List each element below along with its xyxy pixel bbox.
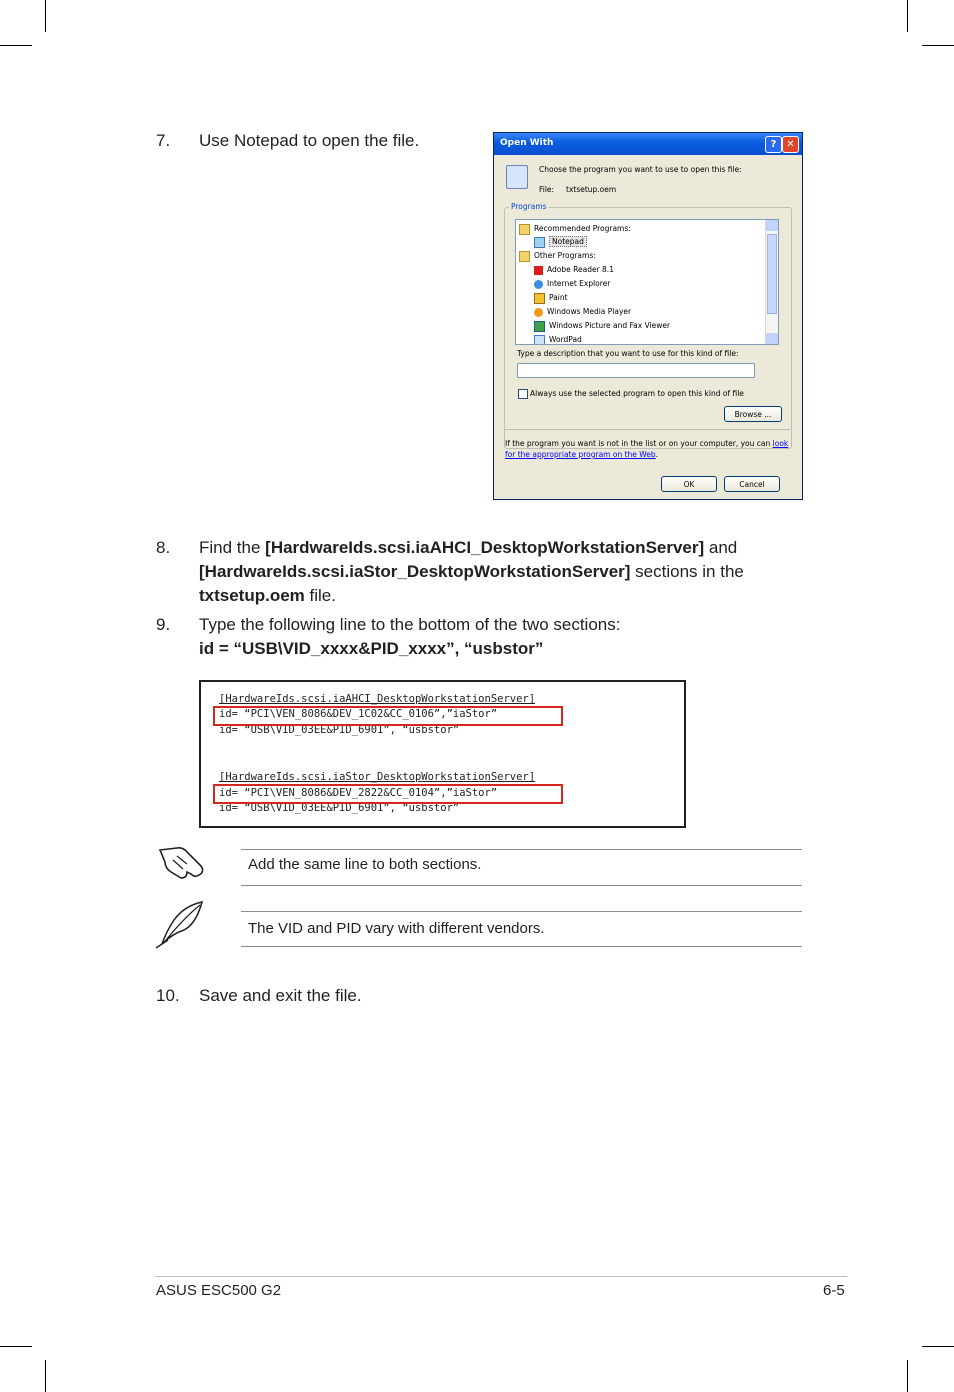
text-run: file. (304, 586, 336, 605)
scroll-up-icon[interactable] (766, 220, 778, 231)
file-label: File: (539, 185, 555, 194)
code-line: id= “PCI\VEN_8086&DEV_1C02&CC_0106”,”iaStor” (219, 708, 498, 720)
other-label: Other Programs: (534, 251, 596, 260)
step-text (199, 613, 819, 661)
dialog-title: Open With (500, 138, 554, 148)
crop-mark (45, 0, 46, 32)
folder-icon (519, 251, 530, 262)
note-text: Add the same line to both sections. (248, 856, 482, 873)
step-number: 9. (156, 615, 171, 634)
programs-list[interactable] (515, 219, 779, 345)
close-button[interactable]: ✕ (782, 136, 799, 153)
code-box (199, 680, 686, 828)
footer-title: ASUS ESC500 G2 (156, 1282, 282, 1299)
highlight-box (213, 706, 563, 726)
separator (504, 429, 790, 430)
list-item[interactable] (534, 277, 610, 290)
note-rule (241, 911, 802, 912)
program-name: WordPad (549, 335, 582, 344)
wordpad-icon (534, 335, 545, 346)
text-run: and (704, 538, 738, 557)
help-button[interactable]: ? (765, 136, 782, 153)
highlight-box (213, 784, 563, 804)
list-item-notepad[interactable] (534, 235, 587, 248)
list-item (519, 222, 631, 235)
step-number: 7. (156, 131, 171, 150)
text-run: Find the (199, 538, 266, 557)
list-item[interactable] (534, 305, 631, 318)
crop-mark (907, 0, 908, 32)
bottom-text-end: . (655, 450, 659, 459)
crop-mark (0, 1346, 32, 1347)
list-item (519, 249, 596, 262)
paint-icon (534, 293, 545, 304)
code-line: id= “USB\VID_03EE&PID_6901”, “usbstor” (219, 802, 460, 814)
program-name: Notepad (549, 236, 587, 247)
list-item[interactable] (534, 333, 582, 345)
program-name: Windows Media Player (547, 307, 632, 316)
step-text (199, 536, 819, 608)
file-name: txtsetup.oem (566, 185, 617, 194)
file-name: txtsetup.oem (199, 586, 305, 605)
crop-mark (45, 1360, 46, 1392)
dialog-intro: Choose the program you want to use to open this file: (539, 165, 742, 174)
code-line: id= “USB\VID_03EE&PID_6901”, “usbstor” (219, 724, 460, 736)
step-text: Save and exit the file. (199, 986, 362, 1005)
scroll-thumb[interactable] (767, 234, 777, 314)
file-icon (506, 165, 528, 189)
scroll-down-icon[interactable] (766, 333, 778, 344)
list-item[interactable] (534, 319, 670, 332)
program-name: Windows Picture and Fax Viewer (549, 321, 671, 330)
code-line: [HardwareIds.scsi.iaStor_DesktopWorkstationServer] (219, 771, 536, 783)
note-rule (241, 849, 802, 850)
step-text: Use Notepad to open the file. (199, 131, 420, 150)
bottom-text-lead: If the program you want is not in the list or on your computer, you can (505, 439, 773, 448)
program-name: Paint (549, 293, 568, 302)
cancel-button[interactable]: Cancel (724, 476, 780, 492)
adobe-reader-icon (534, 266, 543, 275)
always-use-checkbox[interactable] (518, 389, 528, 399)
step-number: 8. (156, 538, 171, 557)
recommended-label: Recommended Programs: (534, 224, 631, 233)
folder-icon (519, 224, 530, 235)
text-run: sections in the (630, 562, 744, 581)
code-line: [HardwareIds.scsi.iaAHCI_DesktopWorkstationServer] (219, 693, 536, 705)
always-use-label: Always use the selected program to open this kind of file (530, 389, 744, 398)
note-rule (241, 885, 802, 886)
browse-button[interactable]: Browse ... (724, 406, 782, 422)
program-name: Internet Explorer (547, 279, 611, 288)
list-scrollbar[interactable] (765, 220, 778, 344)
crop-mark (922, 1346, 954, 1347)
feather-pen-icon (154, 900, 208, 950)
page-number: 6-5 (823, 1282, 845, 1299)
code-line: id = “USB\VID_xxxx&PID_xxxx”, “usbstor” (199, 639, 544, 658)
bottom-text (505, 438, 795, 460)
media-player-icon (534, 308, 543, 317)
list-item[interactable] (534, 291, 568, 304)
programs-legend: Programs (511, 202, 547, 211)
description-label: Type a description that you want to use for this kind of file: (517, 349, 739, 358)
text-run: Type the following line to the bottom of the two sections: (199, 615, 621, 634)
internet-explorer-icon (534, 280, 543, 289)
note-rule (241, 946, 802, 947)
program-name: Adobe Reader 8.1 (547, 265, 614, 274)
crop-mark (907, 1360, 908, 1392)
notepad-icon (534, 237, 545, 248)
crop-mark (0, 45, 32, 46)
picture-viewer-icon (534, 321, 545, 332)
footer-rule (155, 1276, 847, 1277)
title-bar (494, 133, 802, 155)
hand-icon (157, 842, 207, 882)
step-number: 10. (156, 986, 180, 1005)
section-name: [HardwareIds.scsi.iaStor_DesktopWorkstationServer] (199, 562, 631, 581)
code-line: id= “PCI\VEN_8086&DEV_2822&CC_0104”,”iaStor” (219, 787, 498, 799)
ok-button[interactable]: OK (661, 476, 717, 492)
section-name: [HardwareIds.scsi.iaAHCI_DesktopWorkstationServer] (265, 538, 705, 557)
note-text: The VID and PID vary with different vendors. (248, 920, 545, 937)
web-link[interactable]: look for the appropriate program on the Web (505, 439, 789, 459)
crop-mark (922, 45, 954, 46)
description-input[interactable] (517, 363, 755, 378)
list-item[interactable] (534, 263, 614, 276)
open-with-dialog (493, 132, 803, 500)
